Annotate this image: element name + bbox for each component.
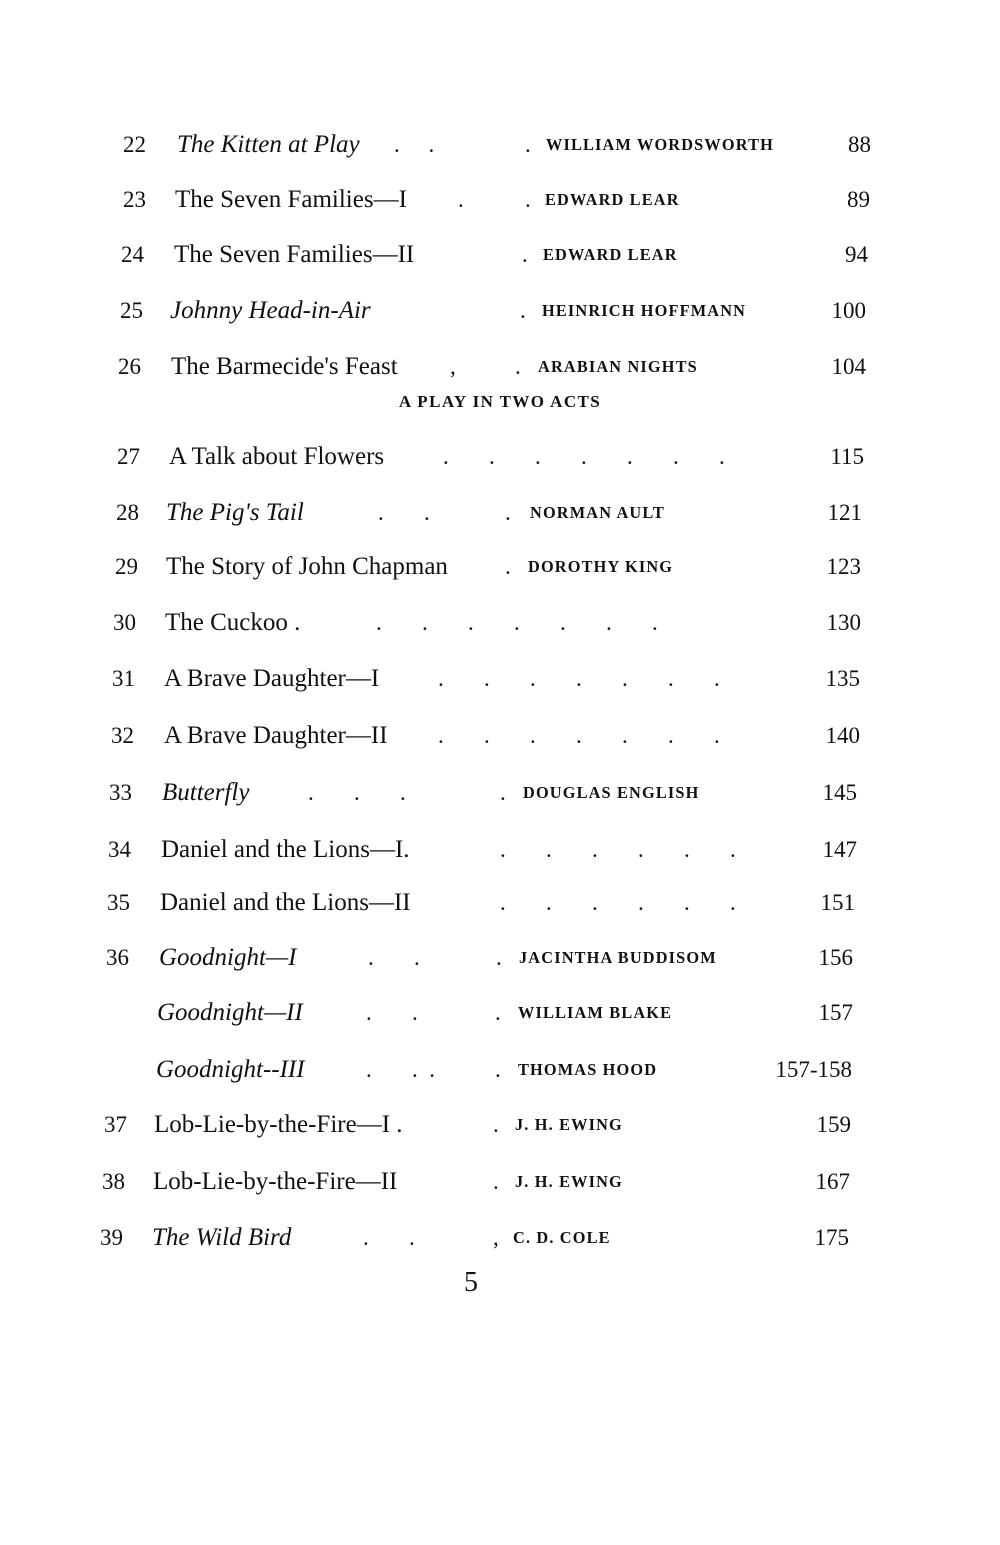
entry-author: J. H. EWING <box>515 1172 623 1191</box>
entry-title: Goodnight—II <box>157 999 303 1026</box>
entry-page: 140 <box>825 723 860 748</box>
entry-title: Goodnight—I <box>159 944 297 971</box>
entry-number: 37 <box>104 1112 127 1137</box>
entry-title: Daniel and the Lions—II <box>160 889 411 916</box>
entry-number: 29 <box>115 554 138 579</box>
author-lead-dot: . <box>522 242 528 267</box>
author-lead-dot: . <box>493 1112 499 1137</box>
toc-entry <box>0 549 1000 585</box>
entry-title: The Barmecide's Feast <box>171 353 398 380</box>
entry-page: 88 <box>848 132 871 157</box>
author-lead-dot: . <box>505 554 511 579</box>
entry-title: The Seven Families—II <box>174 241 415 268</box>
toc-entry <box>0 1164 1000 1200</box>
entry-number: 31 <box>112 666 135 691</box>
dot-leader: . . . . . . . <box>376 610 658 635</box>
entry-title: Lob-Lie-by-the-Fire—II <box>153 1168 398 1195</box>
dot-leader: . . . . . . . <box>443 444 725 469</box>
author-lead-dot: . <box>496 945 502 970</box>
entry-author: EDWARD LEAR <box>545 190 680 209</box>
toc-entry <box>0 1220 1000 1256</box>
entry-number: 25 <box>120 298 143 323</box>
entry-page: 157-158 <box>775 1057 852 1082</box>
entry-author: JACINTHA BUDDISOM <box>519 948 717 967</box>
dot-leader: , <box>450 354 456 379</box>
entry-title: Johnny Head-in-Air <box>170 297 371 324</box>
toc-entry <box>0 1052 1000 1088</box>
author-lead-dot: . <box>495 1057 501 1082</box>
entry-author: J. H. EWING <box>515 1115 623 1134</box>
dot-leader: . . . <box>308 780 406 805</box>
entry-page: 135 <box>825 666 860 691</box>
entry-author: DOUGLAS ENGLISH <box>523 783 700 802</box>
entry-number: 28 <box>116 500 139 525</box>
toc-entry <box>0 605 1000 641</box>
toc-entry <box>0 439 1000 475</box>
entry-number: 34 <box>108 837 131 862</box>
entry-author: THOMAS HOOD <box>518 1060 658 1079</box>
dot-leader: . . <box>394 132 435 157</box>
entry-number: 27 <box>117 444 140 469</box>
toc-entry <box>0 718 1000 754</box>
entry-page: 156 <box>818 945 853 970</box>
entry-page: 123 <box>826 554 861 579</box>
author-lead-dot: . <box>495 1000 501 1025</box>
entry-title: Daniel and the Lions—I. <box>161 836 410 863</box>
dot-leader: . . . . . . <box>500 890 736 915</box>
entry-number: 35 <box>107 890 130 915</box>
entry-title: The Cuckoo . <box>165 609 301 636</box>
entry-title: A Talk about Flowers <box>169 443 385 470</box>
page-folio: 5 <box>464 1267 478 1298</box>
toc-entry <box>0 237 1000 273</box>
dot-leader: . . <box>368 945 420 970</box>
dot-leader: . . . . . . . <box>438 723 720 748</box>
author-lead-dot: . <box>525 132 531 157</box>
entry-title: The Pig's Tail <box>166 499 304 526</box>
entry-page: 157 <box>818 1000 853 1025</box>
author-lead-dot: . <box>520 298 526 323</box>
entry-page: 89 <box>847 187 870 212</box>
entry-number: 32 <box>111 723 134 748</box>
entry-number: 22 <box>123 132 146 157</box>
entry-author: DOROTHY KING <box>528 557 674 576</box>
toc-entry <box>0 495 1000 531</box>
entry-author: ARABIAN NIGHTS <box>538 357 698 376</box>
entry-page: 145 <box>822 780 857 805</box>
entry-number: 36 <box>106 945 129 970</box>
dot-leader: . <box>458 187 464 212</box>
entry-title: Butterfly <box>162 779 250 806</box>
toc-entry <box>0 182 1000 218</box>
entry-page: 147 <box>822 837 857 862</box>
toc-entry <box>0 775 1000 811</box>
entry-author: HEINRICH HOFFMANN <box>542 301 747 320</box>
entry-page: 130 <box>826 610 861 635</box>
entry-author: NORMAN AULT <box>530 503 665 522</box>
toc-entry <box>0 661 1000 697</box>
entry-number: 24 <box>121 242 144 267</box>
entry-title: The Kitten at Play <box>177 131 360 158</box>
entry-title: A Brave Daughter—II <box>164 722 388 749</box>
entry-title: The Wild Bird <box>152 1224 292 1251</box>
entry-page: 100 <box>831 298 866 323</box>
dot-leader: . . <box>378 500 430 525</box>
entry-number: 38 <box>102 1169 125 1194</box>
entry-author: EDWARD LEAR <box>543 245 678 264</box>
entry-number: 39 <box>100 1225 123 1250</box>
toc-entry <box>0 127 1000 163</box>
author-lead-dot: . <box>493 1169 499 1194</box>
author-lead-dot: . <box>525 187 531 212</box>
entry-page: 121 <box>827 500 862 525</box>
entry-number: 26 <box>118 354 141 379</box>
entry-page: 151 <box>820 890 855 915</box>
entry-author: C. D. COLE <box>513 1228 611 1247</box>
author-lead-dot: . <box>500 780 506 805</box>
dot-leader: . . <box>363 1225 415 1250</box>
entry-number: 23 <box>123 187 146 212</box>
toc-entry <box>0 293 1000 329</box>
dot-leader: . . <box>366 1000 418 1025</box>
toc-entry <box>0 940 1000 976</box>
section-note: A PLAY IN TWO ACTS <box>398 392 602 411</box>
author-lead-dot: , <box>493 1225 499 1250</box>
toc-entry <box>0 1107 1000 1143</box>
toc-entry <box>0 349 1000 385</box>
entry-title: Goodnight--III <box>156 1056 305 1083</box>
entry-title: A Brave Daughter—I <box>164 665 380 692</box>
entry-author: WILLIAM BLAKE <box>518 1003 673 1022</box>
entry-title: Lob-Lie-by-the-Fire—I . <box>154 1111 403 1138</box>
toc-entry <box>0 885 1000 921</box>
entry-number: 33 <box>109 780 132 805</box>
entry-page: 94 <box>845 242 868 267</box>
author-lead-dot: . <box>505 500 511 525</box>
entry-author: WILLIAM WORDSWORTH <box>546 135 774 154</box>
entry-page: 115 <box>830 444 864 469</box>
entry-page: 175 <box>814 1225 849 1250</box>
dot-leader: . . . . . . . <box>438 666 720 691</box>
author-lead-dot: . <box>515 354 521 379</box>
entry-number: 30 <box>113 610 136 635</box>
entry-page: 159 <box>816 1112 851 1137</box>
entry-title: The Seven Families—I <box>175 186 407 213</box>
dot-leader: . . . <box>366 1057 435 1082</box>
dot-leader: . . . . . . <box>500 837 736 862</box>
entry-page: 104 <box>831 354 866 379</box>
entry-page: 167 <box>815 1169 850 1194</box>
toc-entry <box>0 995 1000 1031</box>
toc-entry <box>0 832 1000 868</box>
entry-title: The Story of John Chapman <box>166 553 448 580</box>
